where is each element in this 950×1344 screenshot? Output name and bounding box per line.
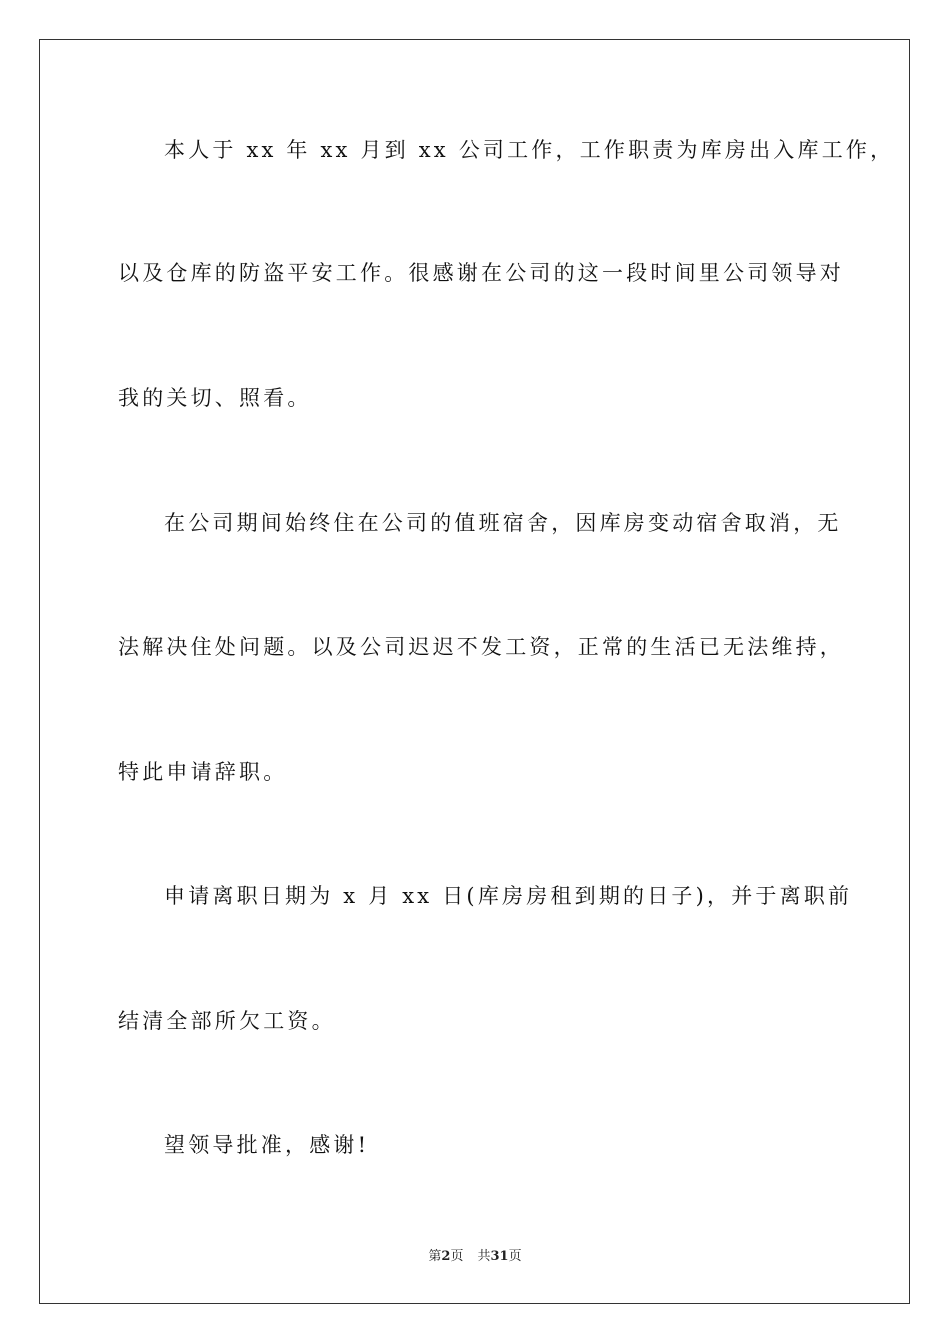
footer-page-prefix: 第 xyxy=(428,1249,442,1264)
paragraph-4-line-1: 望领导批准，感谢! xyxy=(164,1133,370,1157)
paragraph-1-line-1: 本人于 xx 年 xx 月到 xx 公司工作，工作职责为库房出入库工作， xyxy=(164,138,895,162)
paragraph-1-line-2: 以及仓库的防盗平安工作。很感谢在公司的这一段时间里公司领导对 xyxy=(118,261,844,285)
paragraph-1-line-3: 我的关切、照看。 xyxy=(118,386,312,410)
paragraph-2-line-1: 在公司期间始终住在公司的值班宿舍，因库房变动宿舍取消，无 xyxy=(164,511,842,535)
paragraph-2-line-3: 特此申请辞职。 xyxy=(118,760,288,784)
page-footer xyxy=(0,1248,950,1266)
paragraph-2-line-2: 法解决住处问题。以及公司迟迟不发工资，正常的生活已无法维持， xyxy=(118,635,844,659)
footer-page-suffix: 页 xyxy=(450,1249,464,1264)
page-border xyxy=(39,39,910,1304)
footer-total-prefix: 共 xyxy=(477,1249,491,1264)
footer-total-suffix: 页 xyxy=(508,1249,522,1264)
paragraph-3-line-1: 申请离职日期为 x 月 xx 日(库房房租到期的日子)，并于离职前 xyxy=(164,884,853,908)
footer-current-page: 2 xyxy=(441,1249,451,1264)
paragraph-3-line-2: 结清全部所欠工资。 xyxy=(118,1009,336,1033)
footer-total-pages: 31 xyxy=(490,1249,509,1264)
